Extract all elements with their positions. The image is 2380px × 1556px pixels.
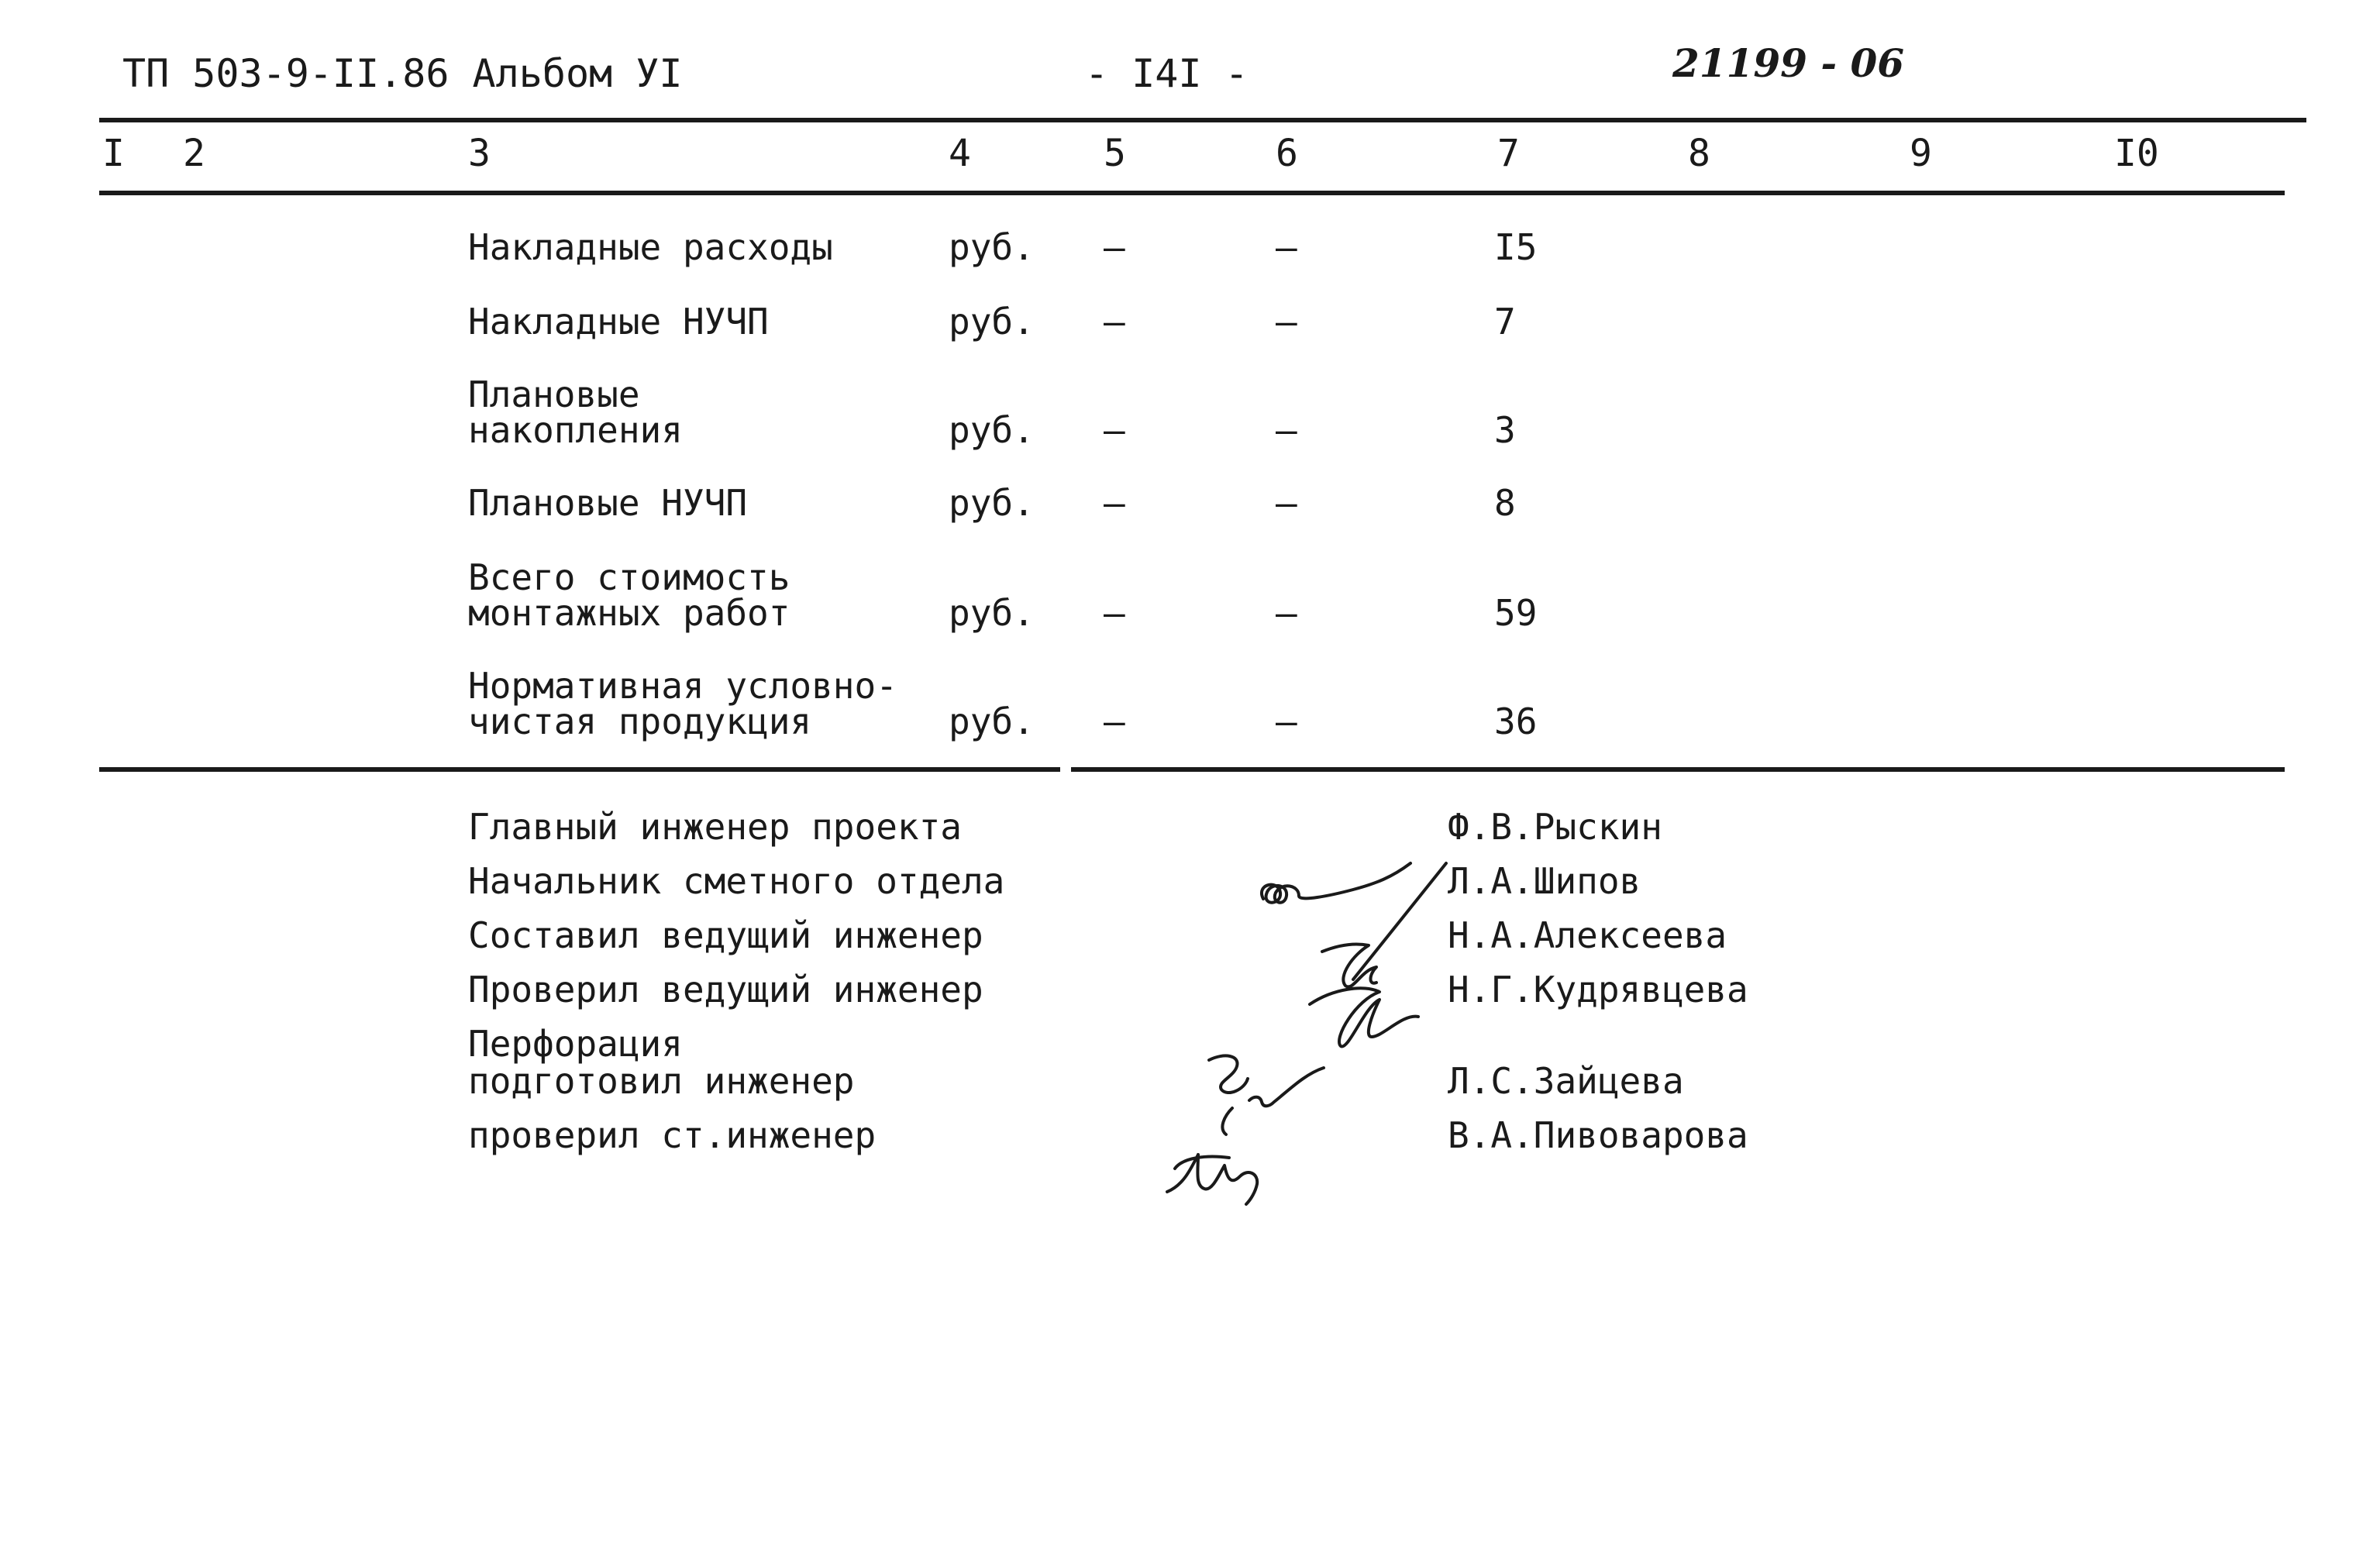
row-col7-value: 3 (1494, 409, 1516, 451)
signatory-name: Л.А.Шипов (1448, 860, 1641, 902)
signature-kudryavtseva (1310, 988, 1418, 1046)
signatory-name: Н.А.Алексеева (1448, 914, 1727, 956)
row-col5-value: – (1104, 409, 1125, 451)
row-col6-value: – (1276, 409, 1297, 451)
row-item-label: Плановые НУЧП (468, 482, 748, 524)
row-col5-value: – (1104, 482, 1125, 524)
column-number: 7 (1497, 132, 1520, 175)
signature-slash (1353, 863, 1446, 979)
row-item-label-cont: накопления (468, 409, 683, 451)
row-col7-value: 8 (1494, 482, 1516, 524)
column-number: 4 (949, 132, 971, 175)
signatory-name: Ф.В.Рыскин (1448, 806, 1662, 848)
row-col5-value: – (1104, 226, 1125, 268)
row-col6-value: – (1276, 226, 1297, 268)
signatory-role: Начальник сметного отдела (468, 860, 1005, 902)
row-unit: руб. (949, 482, 1035, 524)
row-col7-value: 36 (1494, 701, 1538, 742)
row-unit: руб. (949, 226, 1035, 268)
signature-pivovarova (1167, 1155, 1257, 1204)
column-number: 9 (1910, 132, 1932, 175)
row-item-label: Нормативная условно- (468, 665, 897, 707)
signatory-role: Составил ведущий инженер (468, 914, 983, 956)
row-unit: руб. (949, 301, 1035, 343)
signature-shipov (1262, 863, 1410, 903)
handwritten-stamp-number: 21199 - 06 (1672, 40, 1905, 86)
page-number: - I4I - (1085, 51, 1249, 96)
row-col7-value: I5 (1494, 226, 1538, 268)
column-number: I0 (2114, 132, 2159, 175)
row-item-label: Накладные расходы (468, 226, 833, 268)
row-col7-value: 59 (1494, 592, 1538, 634)
row-item-label: Плановые (468, 374, 640, 415)
row-col5-value: – (1104, 301, 1125, 343)
row-col7-value: 7 (1494, 301, 1516, 343)
column-number: 6 (1276, 132, 1298, 175)
column-number: I (102, 132, 125, 175)
column-number: 5 (1104, 132, 1126, 175)
signatory-role: Проверил ведущий инженер (468, 969, 983, 1010)
column-number: 2 (183, 132, 205, 175)
document-reference: ТП 503-9-II.86 Альбом УI (122, 51, 683, 96)
signatory-name: Л.С.Зайцева (1448, 1060, 1684, 1102)
row-col6-value: – (1276, 701, 1297, 742)
row-item-label: Всего стоимость (468, 556, 790, 598)
row-unit: руб. (949, 701, 1035, 742)
row-unit: руб. (949, 409, 1035, 451)
signature-alekseeva (1322, 944, 1376, 986)
column-number: 8 (1688, 132, 1710, 175)
signatory-name: Н.Г.Кудрявцева (1448, 969, 1748, 1010)
row-unit: руб. (949, 592, 1035, 634)
signatory-role: Главный инженер проекта (468, 806, 962, 848)
row-col5-value: – (1104, 592, 1125, 634)
row-item-label-cont: чистая продукция (468, 701, 812, 742)
column-number: 3 (468, 132, 491, 175)
signatory-role: Перфорация (468, 1023, 683, 1065)
row-col6-value: – (1276, 482, 1297, 524)
signatory-role: проверил ст.инженер (468, 1114, 877, 1156)
row-item-label: Накладные НУЧП (468, 301, 769, 343)
signature-zaytseva (1209, 1055, 1324, 1134)
row-item-label-cont: монтажных работ (468, 592, 790, 634)
row-col6-value: – (1276, 592, 1297, 634)
signatory-name: В.А.Пивоварова (1448, 1114, 1748, 1156)
row-col5-value: – (1104, 701, 1125, 742)
row-col6-value: – (1276, 301, 1297, 343)
signatory-role-cont: подготовил инженер (468, 1060, 855, 1102)
